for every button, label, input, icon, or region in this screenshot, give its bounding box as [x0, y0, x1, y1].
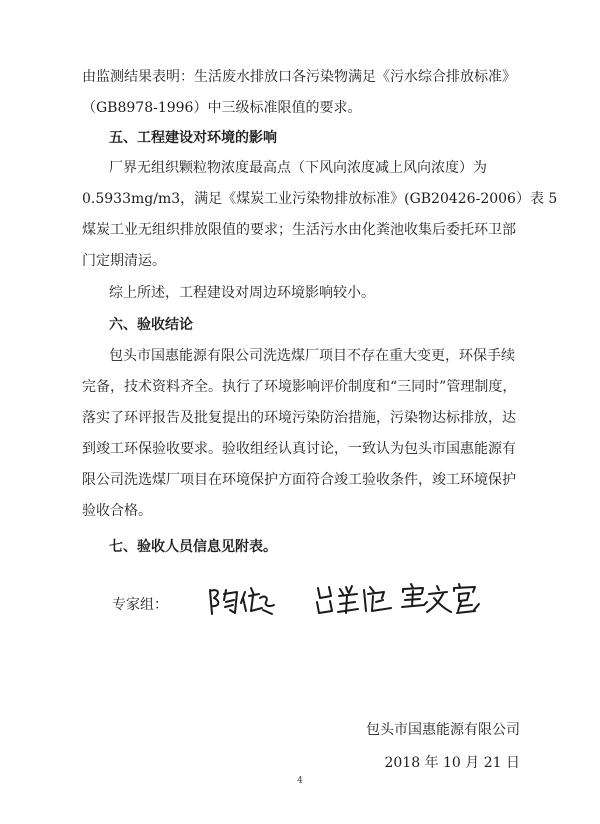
paragraph-line: 煤炭工业无组织排放限值的要求；生活污水由化粪池收集后委托环卫部 [82, 222, 516, 238]
paragraph-line: 验收合格。 [82, 503, 152, 519]
document-date: 2018 年 10 月 21 日 [384, 755, 520, 771]
section-heading-6: 六、验收结论 [109, 317, 193, 333]
paragraph-line: 包头市国惠能源有限公司洗选煤厂项目不存在重大变更，环保手续 [109, 348, 515, 364]
paragraph-line: 限公司洗选煤厂项目在环境保护方面符合竣工验收条件，竣工环境保护 [82, 472, 516, 488]
paragraph-line: 完备，技术资料齐全。执行了环境影响评价制度和“三同时”管理制度， [82, 379, 517, 395]
handwritten-signature-3 [399, 580, 483, 620]
handwritten-signature-1 [206, 580, 278, 620]
expert-group-label: 专家组： [112, 597, 168, 613]
page-number: 4 [297, 776, 303, 786]
paragraph-line: 厂界无组织颗粒物浓度最高点（下风向浓度减上风向浓度）为 [109, 160, 487, 176]
company-name: 包头市国惠能源有限公司 [366, 722, 520, 738]
paragraph-line: 0.5933mg/m3，满足《煤炭工业污染物排放标准》(GB20426-2006）表 5 [82, 191, 558, 207]
paragraph-line: 由监测结果表明：生活废水排放口各污染物满足《污水综合排放标准》 [82, 69, 516, 85]
paragraph-line: 落实了环评报告及批复提出的环境污染防治措施，污染物达标排放，达 [82, 410, 516, 426]
handwritten-signature-2 [312, 580, 396, 620]
paragraph-line: 门定期清运。 [82, 253, 166, 269]
section-heading-7: 七、验收人员信息见附表。 [109, 539, 277, 555]
paragraph-line: 综上所述，工程建设对周边环境影响较小。 [109, 285, 375, 301]
section-heading-5: 五、工程建设对环境的影响 [109, 130, 277, 146]
paragraph-line: （GB8978-1996）中三级标准限值的要求。 [82, 100, 362, 116]
paragraph-line: 到竣工环保验收要求。验收组经认真讨论，一致认为包头市国惠能源有 [82, 441, 516, 457]
